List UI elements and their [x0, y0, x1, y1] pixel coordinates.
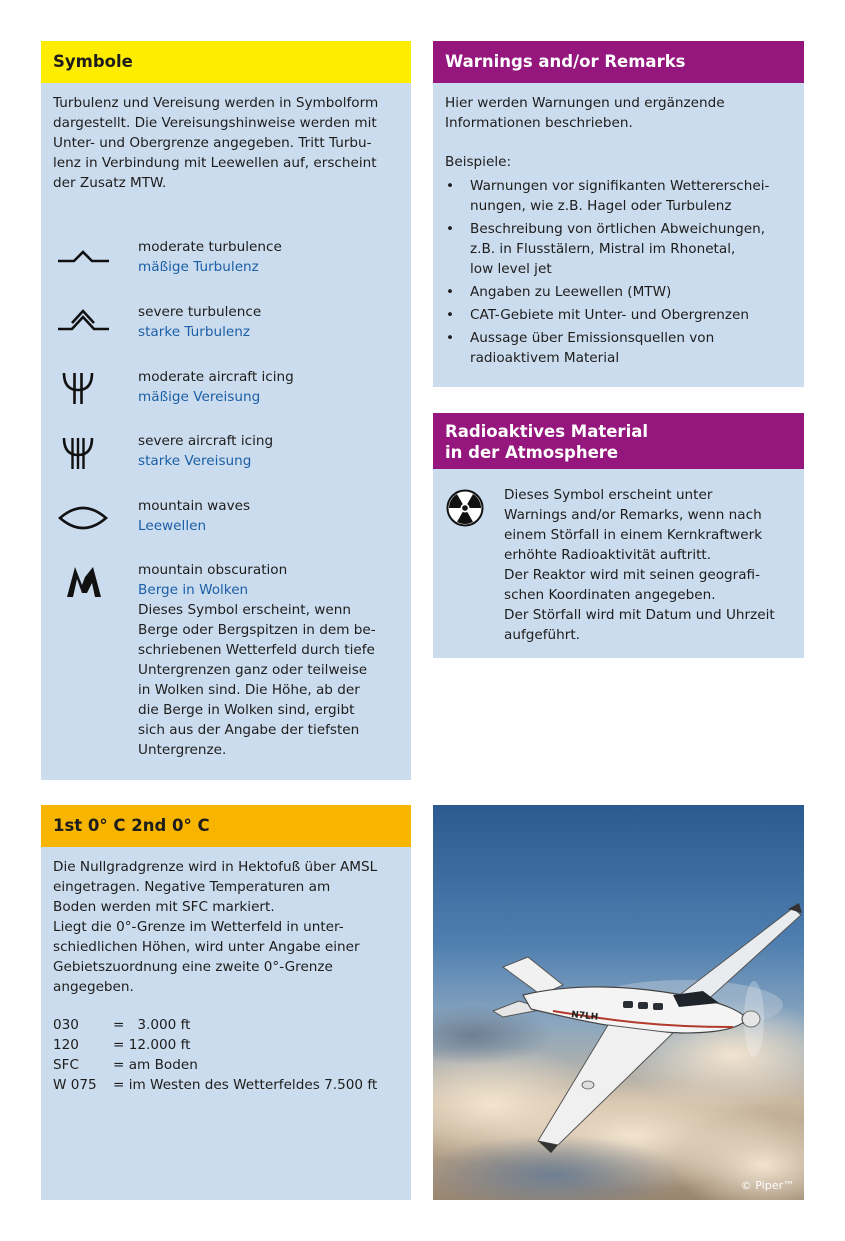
moderate-turbulence-icon [56, 244, 112, 266]
warnings-title: Warnings and/or Remarks [445, 52, 686, 71]
mountain-obscuration-icon [65, 563, 103, 599]
radiation-icon [446, 489, 484, 527]
nullgrad-panel [41, 805, 411, 1200]
warnings-intro: Hier werden Warnungen und ergänzende Informationen beschrieben. [445, 95, 725, 131]
code-cell: 120 [53, 1037, 79, 1053]
radioactive-panel [433, 413, 804, 658]
symbol-item-severe-icing [138, 431, 403, 471]
symbol-label-de: starke Vereisung [138, 453, 252, 469]
severe-icing-icon [61, 435, 95, 471]
list-item: • CAT-Gebiete mit Unter- und Obergrenzen [445, 305, 800, 325]
symbol-label-de: mäßige Vereisung [138, 389, 261, 405]
symbole-panel [41, 41, 411, 780]
symbol-description: Dieses Symbol erscheint, wenn Berge oder Bergspitzen in dem be- schriebenen Wetterfeld durch tiefe Untergrenzen ganz oder teilweise in Wolken sind. Die Höhe, ab der die Berge in Wolken sind, ergibt sich aus der Angabe der tiefsten Untergrenze. [138, 602, 376, 758]
symbol-label-de: mäßige Turbulenz [138, 259, 259, 275]
value-cell: = im Westen des Wetterfeldes 7.500 ft [113, 1077, 378, 1093]
list-item: • Angaben zu Leewellen (MTW) [445, 282, 800, 302]
list-item: • Beschreibung von örtlichen Abweichungen, z.B. in Flusstälern, Mistral im Rhonetal, low level jet [445, 219, 800, 279]
symbol-label-de: starke Turbulenz [138, 324, 250, 340]
nullgrad-header [41, 805, 411, 847]
table-row [53, 1015, 377, 1035]
table-row [53, 1035, 377, 1055]
warnings-bullet-list [445, 176, 800, 371]
nullgrad-title: 1st 0° C 2nd 0° C [53, 816, 210, 835]
moderate-icing-icon [61, 370, 95, 406]
radioactive-text: Dieses Symbol erscheint unter Warnings and/or Remarks, wenn nach einem Störfall in einem Kernkraftwerk erhöhte Radioaktivität auftritt. Der Reaktor wird mit seinen geografi- schen Koordinaten angegeben. Der Störfall wird mit Datum und Uhrzeit aufgeführt. [504, 487, 775, 643]
symbol-label-en: mountain obscuration [138, 562, 288, 578]
aircraft-registration: N7LH [570, 1010, 599, 1023]
nullgrad-text: Die Nullgradgrenze wird in Hektofuß über AMSL eingetragen. Negative Temperaturen am Boden werden mit SFC markiert. Liegt die 0°-Grenze im Wetterfeld in unter- schiedlichen Höhen, wird unter Angabe einer Gebietszuordnung eine zweite 0°-Grenze angegeben. [53, 859, 378, 995]
value-cell: = 12.000 ft [113, 1037, 191, 1053]
value-cell: = 3.000 ft [113, 1017, 191, 1033]
symbol-item-severe-turbulence [138, 302, 403, 342]
table-row [53, 1055, 377, 1075]
symbol-item-mountain-waves [138, 496, 403, 536]
aircraft-photo [433, 805, 804, 1200]
symbole-intro: Turbulenz und Vereisung werden in Symbolform dargestellt. Die Vereisungshinweise werden mit Unter- und Obergrenze angegeben. Tritt Turbu- lenz in Verbindung mit Leewellen auf, erscheint der Zusatz MTW. [53, 95, 379, 191]
symbole-title: Symbole [53, 52, 133, 71]
symbol-label-de: Leewellen [138, 518, 207, 534]
radioactive-title-line1: Radioaktives Material [445, 422, 649, 441]
mountain-waves-icon [57, 503, 109, 533]
value-cell: = am Boden [113, 1057, 198, 1073]
severe-turbulence-icon [56, 307, 112, 333]
code-cell: W 075 [53, 1077, 97, 1093]
nullgrad-table [53, 1015, 377, 1095]
symbol-label-en: mountain waves [138, 498, 251, 514]
aircraft-photo-illustration [433, 805, 804, 1200]
symbol-label-en: severe turbulence [138, 304, 262, 320]
warnings-header [433, 41, 804, 83]
photo-credit: © Piper™ [740, 1179, 794, 1192]
radioactive-header [433, 413, 804, 469]
radioactive-title-line2: in der Atmosphere [445, 443, 619, 462]
code-cell: 030 [53, 1017, 79, 1033]
symbol-label-en: moderate aircraft icing [138, 369, 294, 385]
list-item: • Aussage über Emissionsquellen von radioaktivem Material [445, 328, 800, 368]
table-row [53, 1075, 377, 1095]
symbol-item-mountain-obscuration [138, 560, 403, 760]
list-item: • Warnungen vor signifikanten Wettererschei- nungen, wie z.B. Hagel oder Turbulenz [445, 176, 800, 216]
symbol-label-de: Berge in Wolken [138, 582, 249, 598]
symbol-item-moderate-icing [138, 367, 403, 407]
symbole-header [41, 41, 411, 83]
warnings-examples-label: Beispiele: [445, 154, 512, 170]
code-cell: SFC [53, 1057, 79, 1073]
symbol-label-en: moderate turbulence [138, 239, 282, 255]
symbol-label-en: severe aircraft icing [138, 433, 274, 449]
symbol-item-moderate-turbulence [138, 237, 403, 277]
warnings-panel [433, 41, 804, 387]
